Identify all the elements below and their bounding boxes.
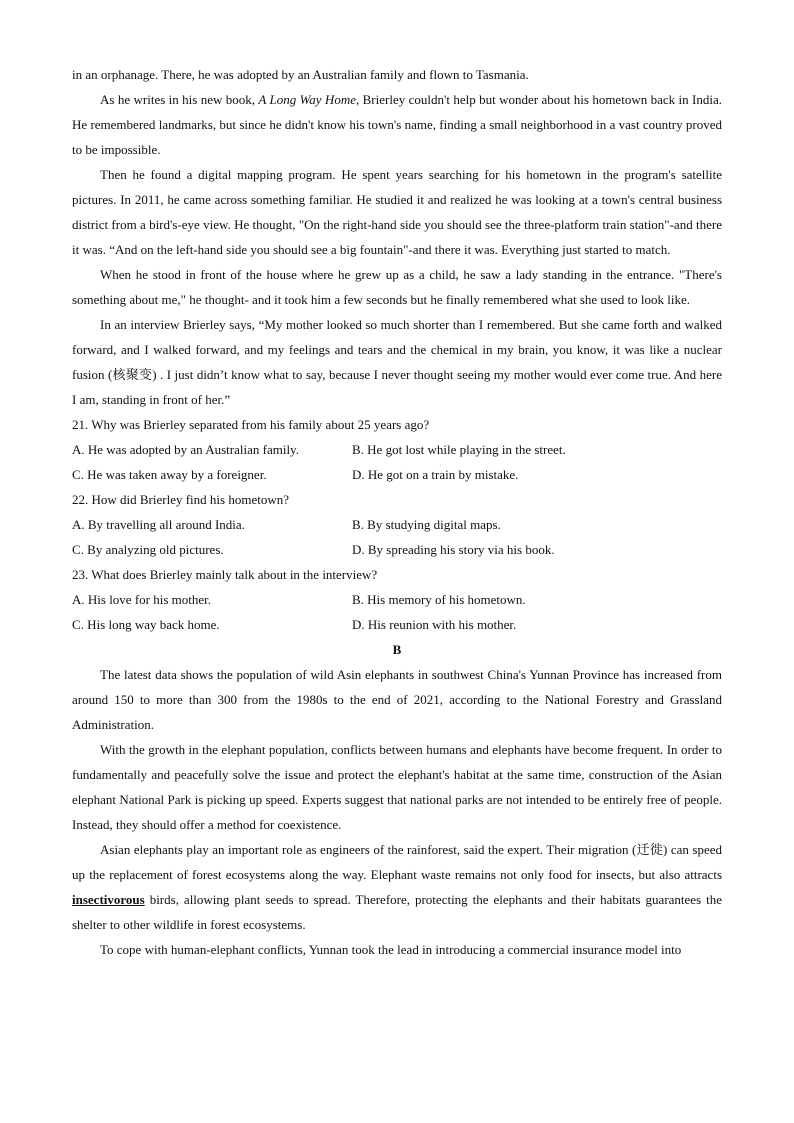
question-22-option-c: C. By analyzing old pictures. [72, 542, 224, 557]
question-21-options-ab [72, 437, 722, 462]
book-title: A Long Way Home [258, 92, 356, 107]
question-22-option-d: D. By spreading his story via his book. [352, 542, 555, 557]
paragraph-interview: In an interview Brierley says, “My mother looked so much shorter than I remembered. But she came forth and walked forward, and I walked forward, and my feelings and tears and the chemical in my brain, you know, it was like a nuclear fusion (核聚变) . I just didn’t know what to say, because I never thought seeing my mother would ever come true. And here I am, standing in front of her.” [72, 317, 722, 407]
question-21-stem: 21. Why was Brierley separated from his family about 25 years ago? [72, 417, 430, 432]
question-21-option-a: A. He was adopted by an Australian family. [72, 442, 299, 457]
question-23-option-a: A. His love for his mother. [72, 592, 212, 607]
paragraph-conflicts: With the growth in the elephant population, conflicts between humans and elephants have become frequent. In order to fundamentally and peacefully solve the issue and protect the elephant's habitat at the same time, construction of the Asian elephant National Park is picking up speed. Experts suggest that national parks are not intended to be entirely free of people. Instead, they should offer a method for coexistence. [72, 742, 722, 832]
paragraph-book-text-1: As he writes in his new book, [100, 92, 259, 107]
section-b-heading: B [392, 642, 402, 657]
underlined-word: insectivorous [72, 892, 145, 907]
question-23-option-d: D. His reunion with his mother. [352, 617, 517, 632]
question-23-options-ab [72, 587, 722, 612]
exam-page [72, 62, 722, 962]
question-23-options-cd [72, 612, 722, 637]
paragraph-engineers-text-2: birds, allowing plant seeds to spread. Therefore, protecting the elephants and their habitats guarantees the shelter to other wildlife in forest ecosystems. [72, 892, 722, 932]
paragraph-house: When he stood in front of the house where he grew up as a child, he saw a lady standing in the entrance. "There's something about me," he thought- and it took him a few seconds but he finally remembered what she used to look like. [72, 267, 722, 307]
question-23-option-b: B. His memory of his hometown. [352, 592, 526, 607]
question-21-option-c: C. He was taken away by a foreigner. [72, 467, 267, 482]
paragraph-elephant-data: The latest data shows the population of wild Asin elephants in southwest China's Yunnan Province has increased from around 150 to more than 300 from the 1980s to the end of 2021, according to the National Forestry and Grassland Administration. [72, 667, 722, 732]
question-23-option-c: C. His long way back home. [72, 617, 220, 632]
question-21-option-d: D. He got on a train by mistake. [352, 467, 519, 482]
paragraph-engineers [72, 837, 722, 937]
paragraph-book [72, 87, 722, 162]
paragraph-engineers-text-1: Asian elephants play an important role as engineers of the rainforest, said the expert. Their migration (迁徙) can speed up the replacement of forest ecosystems along the way. Elephant waste remains not only food for insects, but also attracts [72, 842, 722, 882]
question-21-options-cd [72, 462, 722, 487]
paragraph-insurance: To cope with human-elephant conflicts, Yunnan took the lead in introducing a commercial insurance model into [100, 942, 682, 957]
question-22-option-b: B. By studying digital maps. [352, 517, 501, 532]
question-23-stem: 23. What does Brierley mainly talk about in the interview? [72, 567, 378, 582]
paragraph-mapping: Then he found a digital mapping program. He spent years searching for his hometown in the program's satellite pictures. In 2011, he came across something familiar. He studied it and realized he was looking at a town's central business district from a bird's-eye view. He thought, "On the right-hand side you should see the three-platform train station"-and there it was. “And on the left-hand side you should see a big fountain"-and there it was. Everything just started to match. [72, 167, 722, 257]
question-22-option-a: A. By travelling all around India. [72, 517, 245, 532]
question-22-stem: 22. How did Brierley find his hometown? [72, 492, 289, 507]
question-22-options-cd [72, 537, 722, 562]
paragraph-orphanage: in an orphanage. There, he was adopted by an Australian family and flown to Tasmania. [72, 67, 529, 82]
question-22-options-ab [72, 512, 722, 537]
question-21-option-b: B. He got lost while playing in the street. [352, 442, 566, 457]
paragraph-book-text-2: , Brierley couldn't help but wonder about his hometown back in India. He remembered landmarks, but since he didn't know his town's name, finding a small neighborhood in a vast country proved to be impossible. [72, 92, 722, 157]
